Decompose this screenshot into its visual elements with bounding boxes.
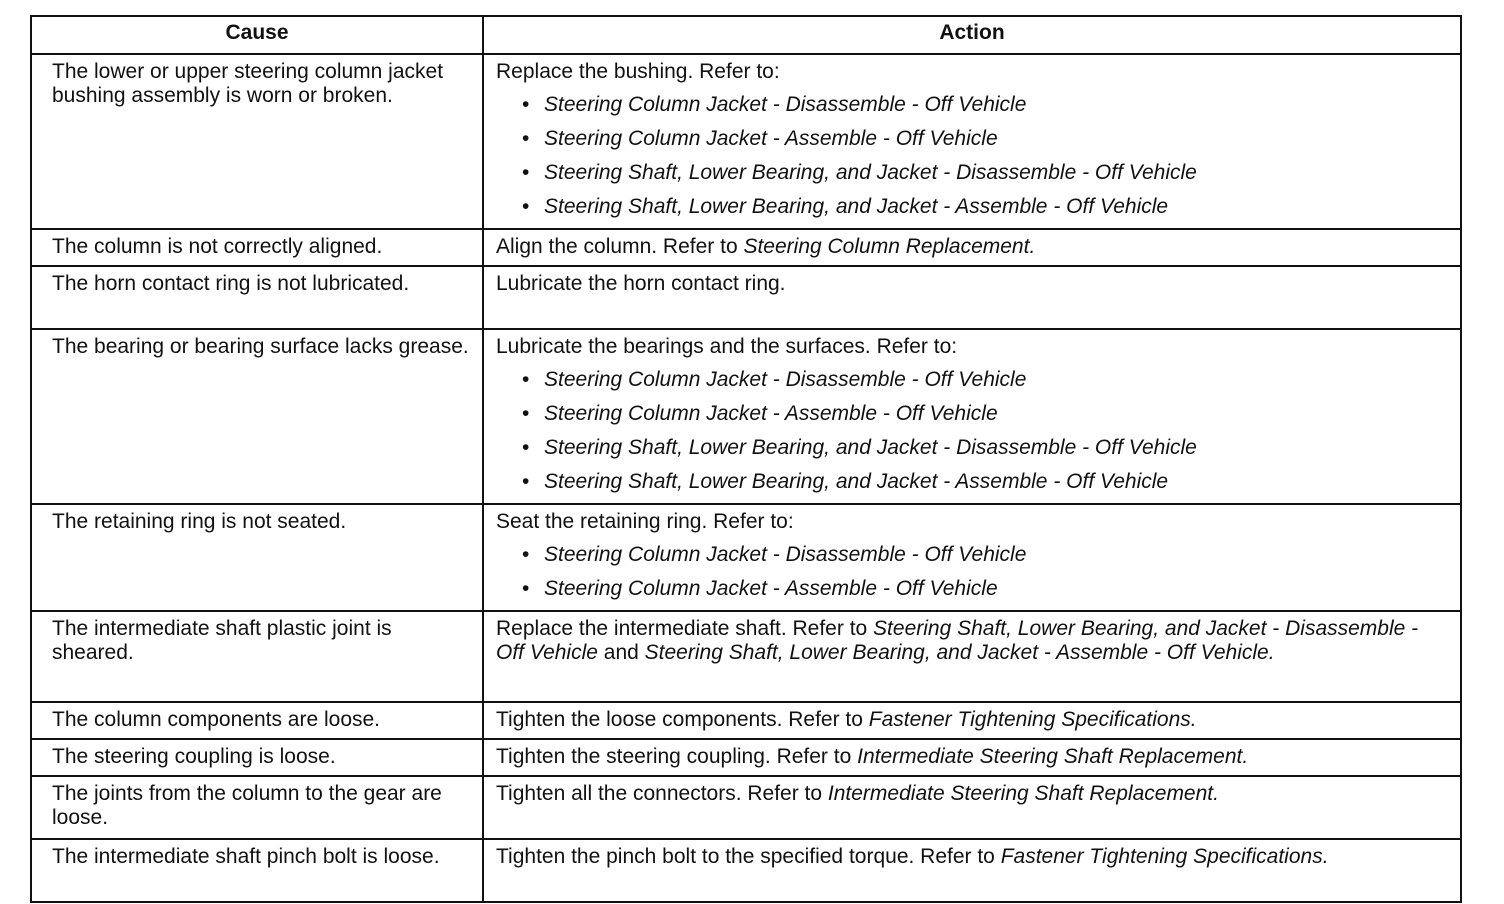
action-text: Lubricate the horn contact ring.	[496, 272, 786, 295]
action-reference: Intermediate Steering Shaft Replacement.	[827, 782, 1219, 805]
action-text: Seat the retaining ring. Refer to:	[496, 510, 794, 533]
action-cell	[483, 329, 1461, 504]
table-row	[31, 266, 1461, 329]
table-row	[31, 776, 1461, 839]
action-reference: Steering Shaft, Lower Bearing, and Jacket - Disassemble - Off Vehicle	[496, 617, 1419, 664]
action-text: Tighten the loose components. Refer to	[496, 708, 869, 731]
action-reference: Steering Column Replacement.	[743, 235, 1036, 258]
diagnostic-table	[30, 15, 1462, 903]
header-action: Action	[483, 16, 1461, 54]
action-reference: Intermediate Steering Shaft Replacement.	[857, 745, 1249, 768]
diagnostic-table-container	[30, 15, 1460, 903]
cause-cell: The column is not correctly aligned.	[31, 229, 483, 266]
reference-item	[522, 465, 1450, 499]
action-text: Align the column. Refer to	[496, 235, 744, 258]
reference-item	[522, 363, 1450, 397]
reference-list	[496, 538, 1450, 606]
bullet-icon: •	[522, 543, 530, 566]
table-row	[31, 839, 1461, 902]
action-cell	[483, 229, 1461, 266]
bullet-icon: •	[522, 195, 530, 218]
table-header-row	[31, 16, 1461, 54]
reference-text: Steering Column Jacket - Assemble - Off Vehicle	[544, 402, 998, 425]
reference-text: Steering Column Jacket - Assemble - Off Vehicle	[544, 577, 998, 600]
cause-cell: The bearing or bearing surface lacks grease.	[31, 329, 483, 504]
table-row	[31, 54, 1461, 229]
table-row	[31, 739, 1461, 776]
cause-cell: The intermediate shaft pinch bolt is loose.	[31, 839, 483, 902]
cause-cell: The intermediate shaft plastic joint is sheared.	[31, 611, 483, 702]
action-cell	[483, 266, 1461, 329]
action-cell	[483, 702, 1461, 739]
cause-cell: The column components are loose.	[31, 702, 483, 739]
action-text: Replace the bushing. Refer to:	[496, 60, 780, 83]
table-row	[31, 702, 1461, 739]
cause-cell: The retaining ring is not seated.	[31, 504, 483, 611]
reference-list	[496, 88, 1450, 224]
reference-text: Steering Column Jacket - Assemble - Off Vehicle	[544, 127, 998, 150]
reference-text: Steering Column Jacket - Disassemble - Off Vehicle	[544, 368, 1027, 391]
action-cell	[483, 504, 1461, 611]
reference-item	[522, 88, 1450, 122]
reference-item	[522, 397, 1450, 431]
table-row	[31, 504, 1461, 611]
action-text: Tighten the pinch bolt to the specified torque. Refer to	[496, 845, 1001, 868]
action-reference: Fastener Tightening Specifications.	[868, 708, 1197, 731]
action-reference: Fastener Tightening Specifications.	[1000, 845, 1329, 868]
reference-text: Steering Column Jacket - Disassemble - Off Vehicle	[544, 543, 1027, 566]
reference-list	[496, 363, 1450, 499]
bullet-icon: •	[522, 577, 530, 600]
bullet-icon: •	[522, 127, 530, 150]
cause-cell: The joints from the column to the gear are loose.	[31, 776, 483, 839]
table-row	[31, 229, 1461, 266]
action-cell	[483, 611, 1461, 702]
cause-cell: The lower or upper steering column jacket bushing assembly is worn or broken.	[31, 54, 483, 229]
action-join: and	[597, 641, 645, 664]
cause-cell: The steering coupling is loose.	[31, 739, 483, 776]
action-cell	[483, 54, 1461, 229]
action-text: Tighten all the connectors. Refer to	[496, 782, 828, 805]
action-cell	[483, 739, 1461, 776]
reference-text: Steering Shaft, Lower Bearing, and Jacket - Assemble - Off Vehicle	[544, 470, 1169, 493]
reference-item	[522, 431, 1450, 465]
action-reference-2: Steering Shaft, Lower Bearing, and Jacket - Assemble - Off Vehicle.	[644, 641, 1275, 664]
header-cause: Cause	[31, 16, 483, 54]
reference-text: Steering Column Jacket - Disassemble - Off Vehicle	[544, 93, 1027, 116]
reference-item	[522, 190, 1450, 224]
bullet-icon: •	[522, 161, 530, 184]
bullet-icon: •	[522, 368, 530, 391]
bullet-icon: •	[522, 470, 530, 493]
reference-item	[522, 156, 1450, 190]
reference-item	[522, 538, 1450, 572]
action-cell	[483, 839, 1461, 902]
action-text: Replace the intermediate shaft. Refer to	[496, 617, 874, 640]
bullet-icon: •	[522, 402, 530, 425]
table-row	[31, 329, 1461, 504]
reference-item	[522, 122, 1450, 156]
reference-item	[522, 572, 1450, 606]
reference-text: Steering Shaft, Lower Bearing, and Jacket - Disassemble - Off Vehicle	[544, 161, 1197, 184]
cause-cell: The horn contact ring is not lubricated.	[31, 266, 483, 329]
action-text: Lubricate the bearings and the surfaces. Refer to:	[496, 335, 958, 358]
reference-text: Steering Shaft, Lower Bearing, and Jacket - Disassemble - Off Vehicle	[544, 436, 1197, 459]
bullet-icon: •	[522, 93, 530, 116]
table-row	[31, 611, 1461, 702]
action-cell	[483, 776, 1461, 839]
bullet-icon: •	[522, 436, 530, 459]
action-text: Tighten the steering coupling. Refer to	[496, 745, 858, 768]
reference-text: Steering Shaft, Lower Bearing, and Jacket - Assemble - Off Vehicle	[544, 195, 1169, 218]
